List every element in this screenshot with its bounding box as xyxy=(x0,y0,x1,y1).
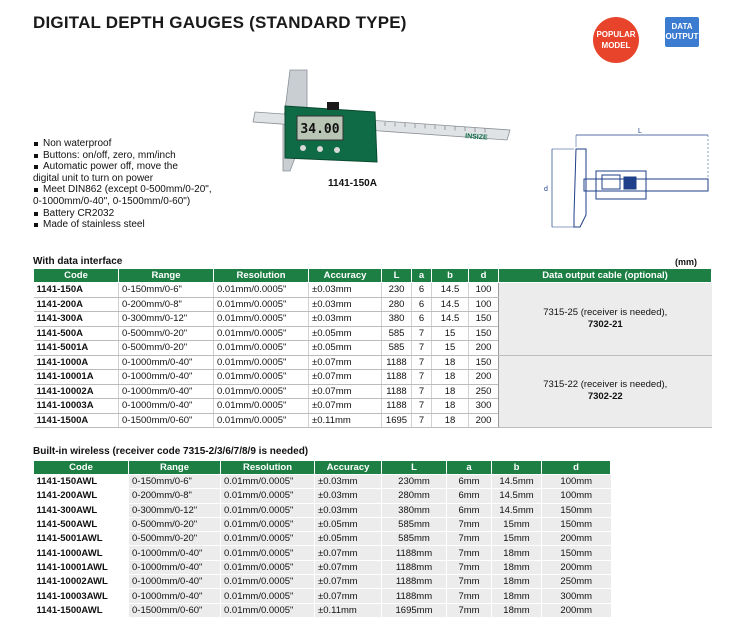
cell-d: 150mm xyxy=(542,517,611,531)
cell-code: 1141-1500AWL xyxy=(34,603,129,617)
table-header-row xyxy=(34,461,611,475)
data-badge-line2: OUTPUT xyxy=(665,32,699,41)
cell-d: 200mm xyxy=(542,532,611,546)
feature-item: Made of stainless steel xyxy=(33,219,212,231)
cell-d: 200mm xyxy=(542,560,611,574)
th-code: Code xyxy=(34,461,129,475)
cell-L: 1695 xyxy=(382,413,412,428)
cell-b: 14.5mm xyxy=(492,503,542,517)
cell-d: 250 xyxy=(469,384,499,399)
cell-L: 585mm xyxy=(382,532,447,546)
drawing-label-L: L xyxy=(638,128,642,135)
cell-L: 1188mm xyxy=(382,589,447,603)
cell-b: 18mm xyxy=(492,560,542,574)
cell-code: 1141-10002A xyxy=(34,384,119,399)
cell-b: 15mm xyxy=(492,517,542,531)
table-row xyxy=(34,589,611,603)
cell-d: 200 xyxy=(469,341,499,356)
cell-a: 6mm xyxy=(447,489,492,503)
cell-range: 0-500mm/0-20" xyxy=(129,517,221,531)
cell-range: 0-300mm/0-12" xyxy=(119,312,214,327)
popular-model-badge xyxy=(593,17,639,63)
section-title-wireless: Built-in wireless (receiver code 7315-2/3/6/7/8/9 is needed) xyxy=(33,446,309,457)
cell-range: 0-1000mm/0-40" xyxy=(119,399,214,414)
data-interface-table xyxy=(33,268,712,428)
cell-resolution: 0.01mm/0.0005" xyxy=(214,384,309,399)
cell-L: 585 xyxy=(382,326,412,341)
cell-range: 0-1000mm/0-40" xyxy=(119,384,214,399)
data-badge-line1: DATA xyxy=(671,22,693,31)
cell-b: 15 xyxy=(432,326,469,341)
cell-L: 1188 xyxy=(382,355,412,370)
cell-resolution: 0.01mm/0.0005" xyxy=(221,603,315,617)
cell-code: 1141-150AWL xyxy=(34,475,129,489)
table-row xyxy=(34,489,611,503)
table-row xyxy=(34,355,712,370)
cell-code: 1141-1000AWL xyxy=(34,546,129,560)
cell-resolution: 0.01mm/0.0005" xyxy=(214,297,309,312)
cell-d: 150mm xyxy=(542,546,611,560)
cell-L: 585 xyxy=(382,341,412,356)
cell-code: 1141-500A xyxy=(34,326,119,341)
gauge-display-value: 34.00 xyxy=(300,122,340,137)
cell-resolution: 0.01mm/0.0005" xyxy=(221,517,315,531)
th-code: Code xyxy=(34,269,119,283)
cell-a: 7 xyxy=(412,370,432,385)
cell-d: 150 xyxy=(469,312,499,327)
cell-accuracy: ±0.03mm xyxy=(315,475,382,489)
cell-range: 0-150mm/0-6" xyxy=(129,475,221,489)
cell-d: 150 xyxy=(469,326,499,341)
table-row xyxy=(34,503,611,517)
feature-text: Meet DIN862 (except 0-500mm/0-20", xyxy=(43,184,212,196)
popular-badge-line1: POPULAR xyxy=(596,30,636,39)
cell-code: 1141-10001AWL xyxy=(34,560,129,574)
table-row xyxy=(34,603,611,617)
cell-L: 585mm xyxy=(382,517,447,531)
cell-L: 1695mm xyxy=(382,603,447,617)
cell-accuracy: ±0.07mm xyxy=(309,370,382,385)
cell-range: 0-1000mm/0-40" xyxy=(129,589,221,603)
cell-d: 150mm xyxy=(542,503,611,517)
cell-a: 6 xyxy=(412,283,432,298)
cell-resolution: 0.01mm/0.0005" xyxy=(214,355,309,370)
cell-a: 6 xyxy=(412,297,432,312)
cell-range: 0-1000mm/0-40" xyxy=(119,355,214,370)
cell-b: 14.5 xyxy=(432,297,469,312)
cell-range: 0-1500mm/0-60" xyxy=(129,603,221,617)
cell-range: 0-500mm/0-20" xyxy=(129,532,221,546)
cell-b: 18 xyxy=(432,384,469,399)
cell-range: 0-150mm/0-6" xyxy=(119,283,214,298)
cell-code: 1141-1500A xyxy=(34,413,119,428)
cell-resolution: 0.01mm/0.0005" xyxy=(221,475,315,489)
cell-b: 18 xyxy=(432,370,469,385)
cell-b: 15 xyxy=(432,341,469,356)
cell-b: 15mm xyxy=(492,532,542,546)
th-L: L xyxy=(382,269,412,283)
cell-resolution: 0.01mm/0.0005" xyxy=(214,341,309,356)
table-row xyxy=(34,575,611,589)
cell-accuracy: ±0.11mm xyxy=(315,603,382,617)
cell-range: 0-300mm/0-12" xyxy=(129,503,221,517)
page-title: DIGITAL DEPTH GAUGES (STANDARD TYPE) xyxy=(33,13,407,32)
cell-cable-group xyxy=(499,355,712,428)
cell-code: 1141-150A xyxy=(34,283,119,298)
cell-resolution: 0.01mm/0.0005" xyxy=(221,546,315,560)
drawing-key xyxy=(624,177,636,189)
cell-accuracy: ±0.07mm xyxy=(309,355,382,370)
feature-continuation: digital unit to turn on power xyxy=(33,172,154,184)
cell-resolution: 0.01mm/0.0005" xyxy=(214,283,309,298)
cell-b: 18mm xyxy=(492,575,542,589)
cell-accuracy: ±0.07mm xyxy=(315,575,382,589)
cell-L: 280mm xyxy=(382,489,447,503)
feature-item: Battery CR2032 xyxy=(33,208,212,220)
gauge-button-right xyxy=(334,147,340,153)
cell-d: 100mm xyxy=(542,489,611,503)
cell-accuracy: ±0.03mm xyxy=(309,283,382,298)
cell-L: 380 xyxy=(382,312,412,327)
th-cable: Data output cable (optional) xyxy=(499,269,712,283)
cell-a: 7 xyxy=(412,399,432,414)
cell-L: 280 xyxy=(382,297,412,312)
gauge-button-mid xyxy=(317,146,323,152)
unit-label: (mm) xyxy=(675,257,697,267)
cell-range: 0-1000mm/0-40" xyxy=(129,575,221,589)
cell-L: 1188 xyxy=(382,384,412,399)
cell-L: 1188 xyxy=(382,399,412,414)
cell-accuracy: ±0.07mm xyxy=(315,560,382,574)
cell-L: 230 xyxy=(382,283,412,298)
cell-accuracy: ±0.03mm xyxy=(315,489,382,503)
cell-code: 1141-5001A xyxy=(34,341,119,356)
popular-badge-line2: MODEL xyxy=(601,41,631,50)
cell-d: 200 xyxy=(469,370,499,385)
cell-a: 7mm xyxy=(447,603,492,617)
table-row xyxy=(34,475,611,489)
cell-a: 7 xyxy=(412,384,432,399)
cell-a: 6mm xyxy=(447,475,492,489)
cell-a: 7 xyxy=(412,413,432,428)
gauge-button-left xyxy=(300,145,306,151)
cell-L: 380mm xyxy=(382,503,447,517)
cell-resolution: 0.01mm/0.0005" xyxy=(214,312,309,327)
cell-accuracy: ±0.03mm xyxy=(315,503,382,517)
cell-L: 230mm xyxy=(382,475,447,489)
cell-accuracy: ±0.03mm xyxy=(309,312,382,327)
table-row xyxy=(34,283,712,298)
th-resolution: Resolution xyxy=(214,269,309,283)
cell-d: 150 xyxy=(469,355,499,370)
gauge-brand: INSIZE xyxy=(464,133,488,142)
cell-resolution: 0.01mm/0.0005" xyxy=(221,503,315,517)
cell-b: 14.5mm xyxy=(492,475,542,489)
cell-range: 0-200mm/0-8" xyxy=(129,489,221,503)
cell-b: 14.5 xyxy=(432,283,469,298)
cell-d: 100 xyxy=(469,297,499,312)
drawing-label-d: d xyxy=(544,186,548,193)
th-a: a xyxy=(412,269,432,283)
cell-b: 18 xyxy=(432,413,469,428)
cell-b: 14.5 xyxy=(432,312,469,327)
cable-line1: 7315-25 (receiver is needed), xyxy=(543,306,668,318)
th-a: a xyxy=(447,461,492,475)
cell-cable-group xyxy=(499,283,712,356)
feature-list xyxy=(33,138,212,231)
cell-a: 7mm xyxy=(447,532,492,546)
cell-code: 1141-10001A xyxy=(34,370,119,385)
th-accuracy: Accuracy xyxy=(315,461,382,475)
cell-code: 1141-500AWL xyxy=(34,517,129,531)
cell-b: 18 xyxy=(432,399,469,414)
th-range: Range xyxy=(129,461,221,475)
cell-b: 14.5mm xyxy=(492,489,542,503)
dimension-drawing xyxy=(540,127,720,237)
th-range: Range xyxy=(119,269,214,283)
cell-code: 1141-10003AWL xyxy=(34,589,129,603)
cell-L: 1188mm xyxy=(382,546,447,560)
cell-L: 1188mm xyxy=(382,560,447,574)
feature-item: Non waterproof xyxy=(33,138,212,150)
cell-accuracy: ±0.05mm xyxy=(315,517,382,531)
cell-accuracy: ±0.07mm xyxy=(309,399,382,414)
cell-resolution: 0.01mm/0.0005" xyxy=(214,370,309,385)
cell-d: 300mm xyxy=(542,589,611,603)
cell-a: 7mm xyxy=(447,575,492,589)
cell-b: 18mm xyxy=(492,603,542,617)
cell-b: 18mm xyxy=(492,589,542,603)
cell-d: 100 xyxy=(469,283,499,298)
gauge-button xyxy=(327,102,339,110)
cell-a: 7 xyxy=(412,341,432,356)
section-title-data-interface: With data interface xyxy=(33,256,123,267)
cell-resolution: 0.01mm/0.0005" xyxy=(214,326,309,341)
table-row xyxy=(34,517,611,531)
cell-accuracy: ±0.07mm xyxy=(315,546,382,560)
cell-accuracy: ±0.07mm xyxy=(315,589,382,603)
feature-continuation: 0-1000mm/0-40", 0-1500mm/0-60") xyxy=(33,195,191,207)
cable-line1: 7315-22 (receiver is needed), xyxy=(543,379,668,391)
cable-line2: 7302-21 xyxy=(587,318,623,330)
cell-resolution: 0.01mm/0.0005" xyxy=(221,489,315,503)
cell-code: 1141-300AWL xyxy=(34,503,129,517)
cell-a: 7mm xyxy=(447,517,492,531)
th-b: b xyxy=(492,461,542,475)
cell-a: 7 xyxy=(412,326,432,341)
feature-item: Buttons: on/off, zero, mm/inch xyxy=(33,150,212,162)
cell-L: 1188mm xyxy=(382,575,447,589)
th-b: b xyxy=(432,269,469,283)
th-L: L xyxy=(382,461,447,475)
wireless-table xyxy=(33,460,611,618)
cell-resolution: 0.01mm/0.0005" xyxy=(214,413,309,428)
cell-d: 250mm xyxy=(542,575,611,589)
data-output-badge xyxy=(665,17,699,47)
cell-d: 300 xyxy=(469,399,499,414)
cell-range: 0-1000mm/0-40" xyxy=(119,370,214,385)
table-row xyxy=(34,532,611,546)
cell-a: 7mm xyxy=(447,589,492,603)
cell-a: 6 xyxy=(412,312,432,327)
cell-range: 0-500mm/0-20" xyxy=(119,341,214,356)
cell-a: 7mm xyxy=(447,546,492,560)
cell-range: 0-200mm/0-8" xyxy=(119,297,214,312)
th-d: d xyxy=(469,269,499,283)
th-accuracy: Accuracy xyxy=(309,269,382,283)
table-row xyxy=(34,546,611,560)
cable-line2: 7302-22 xyxy=(587,391,623,403)
cell-a: 6mm xyxy=(447,503,492,517)
cell-d: 200 xyxy=(469,413,499,428)
cell-accuracy: ±0.05mm xyxy=(309,341,382,356)
table-row xyxy=(34,560,611,574)
cell-range: 0-1000mm/0-40" xyxy=(129,546,221,560)
cell-range: 0-1000mm/0-40" xyxy=(129,560,221,574)
cell-code: 1141-1000A xyxy=(34,355,119,370)
cell-code: 1141-10002AWL xyxy=(34,575,129,589)
cell-code: 1141-5001AWL xyxy=(34,532,129,546)
cell-resolution: 0.01mm/0.0005" xyxy=(221,532,315,546)
cell-code: 1141-300A xyxy=(34,312,119,327)
table-header-row xyxy=(34,269,712,283)
cell-range: 0-500mm/0-20" xyxy=(119,326,214,341)
feature-text: Automatic power off, move the xyxy=(43,161,178,173)
cell-b: 18mm xyxy=(492,546,542,560)
cell-code: 1141-200A xyxy=(34,297,119,312)
cell-accuracy: ±0.05mm xyxy=(315,532,382,546)
cell-b: 18 xyxy=(432,355,469,370)
feature-item xyxy=(33,161,212,173)
cell-accuracy: ±0.07mm xyxy=(309,384,382,399)
cell-code: 1141-200AWL xyxy=(34,489,129,503)
th-resolution: Resolution xyxy=(221,461,315,475)
cell-accuracy: ±0.11mm xyxy=(309,413,382,428)
depth-gauge-photo xyxy=(245,66,525,176)
cell-resolution: 0.01mm/0.0005" xyxy=(214,399,309,414)
feature-item xyxy=(33,184,212,196)
cell-accuracy: ±0.03mm xyxy=(309,297,382,312)
cell-resolution: 0.01mm/0.0005" xyxy=(221,589,315,603)
th-d: d xyxy=(542,461,611,475)
cell-a: 7 xyxy=(412,355,432,370)
cell-code: 1141-10003A xyxy=(34,399,119,414)
cell-d: 200mm xyxy=(542,603,611,617)
cell-resolution: 0.01mm/0.0005" xyxy=(221,560,315,574)
cell-range: 0-1500mm/0-60" xyxy=(119,413,214,428)
cell-d: 100mm xyxy=(542,475,611,489)
cell-resolution: 0.01mm/0.0005" xyxy=(221,575,315,589)
cell-a: 7mm xyxy=(447,560,492,574)
cell-L: 1188 xyxy=(382,370,412,385)
cell-accuracy: ±0.05mm xyxy=(309,326,382,341)
product-model-label: 1141-150A xyxy=(328,178,377,189)
